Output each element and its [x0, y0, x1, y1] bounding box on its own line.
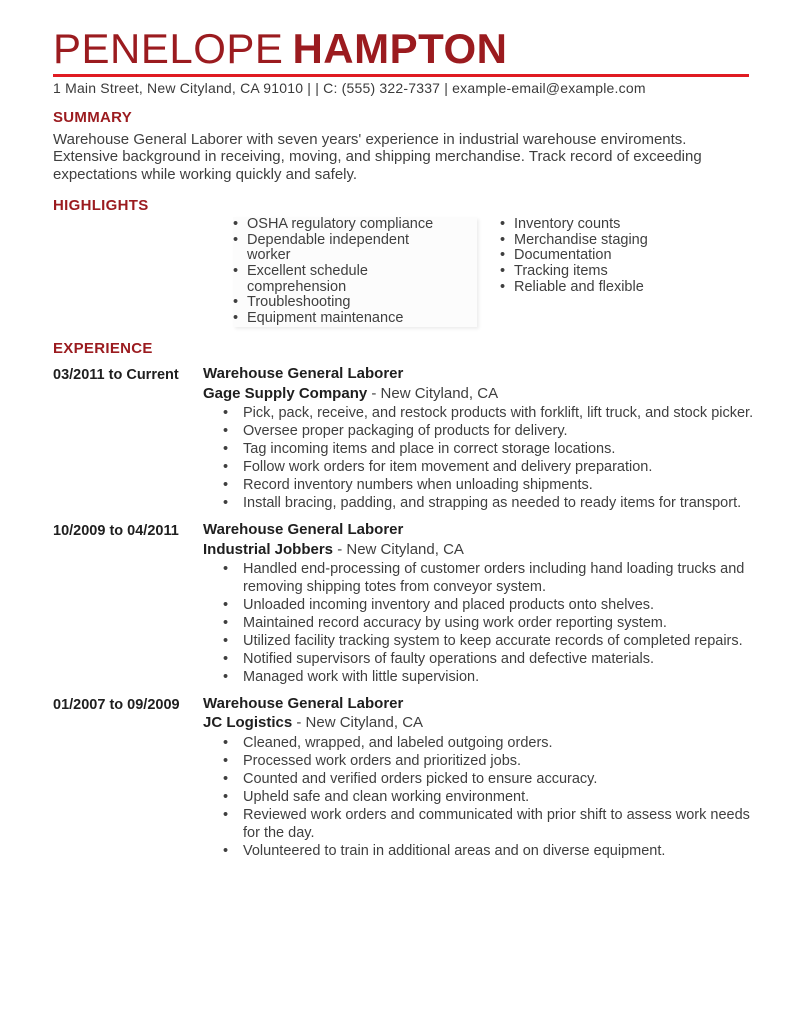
- bullet-icon: •: [223, 632, 229, 649]
- job-bullet: [223, 753, 755, 771]
- bullet-text: Cleaned, wrapped, and labeled outgoing orders.: [243, 734, 553, 751]
- bullet-text: Managed work with little supervision.: [243, 668, 480, 685]
- bullet-text: Follow work orders for item movement and delivery preparation.: [243, 459, 653, 476]
- job-dates: 03/2011 to Current: [53, 367, 179, 384]
- bullet-text: Unloaded incoming inventory and placed products onto shelves.: [243, 597, 655, 613]
- experience-heading: EXPERIENCE: [53, 339, 153, 357]
- highlight-text: Equipment maintenance: [247, 310, 404, 327]
- bullet-text: Oversee proper packaging of products for delivery.: [243, 423, 568, 440]
- job-bullet: [223, 405, 755, 423]
- bullet-text: Pick, pack, receive, and restock products with forklift, lift truck, and stock picker.: [243, 405, 754, 422]
- contact-line: 1 Main Street, New Cityland, CA 91010 | | C: (555) 322-7337 | example-email@example.com: [53, 80, 646, 97]
- job-bullets: [203, 561, 755, 687]
- bullet-icon: •: [233, 310, 239, 327]
- highlight-item: [500, 248, 720, 264]
- summary-section: [53, 110, 755, 184]
- job-title: Warehouse General Laborer: [203, 694, 404, 712]
- job-dates: 10/2009 to 04/2011: [53, 523, 179, 540]
- highlight-text: Troubleshooting: [247, 294, 351, 311]
- bullet-icon: •: [233, 216, 239, 233]
- highlight-text: Inventory counts: [514, 216, 621, 233]
- company-location: - New Cityland, CA: [292, 714, 424, 732]
- bullet-text: Handled end-processing of customer orders including hand loading trucks and removing shipping totes from conveyor system.: [243, 561, 745, 596]
- bullet-icon: •: [223, 597, 229, 613]
- highlights-section: [53, 198, 755, 327]
- job-bullet: [223, 477, 755, 495]
- bullet-icon: •: [223, 770, 229, 787]
- highlight-item: [233, 264, 443, 295]
- job-bullet: [223, 615, 755, 633]
- bullet-icon: •: [223, 788, 229, 805]
- job-bullet: [223, 459, 755, 477]
- job-bullet: [223, 597, 755, 615]
- bullet-icon: •: [223, 806, 229, 823]
- summary-text: Warehouse General Laborer with seven years' experience in industrial warehouse enviroments. Extensive background in receiving, moving, and shipping merchandise. Track record of exceeding expectations while working quickly and safely.: [53, 130, 702, 183]
- highlight-item: [500, 280, 720, 296]
- highlight-item: [233, 311, 443, 327]
- job-bullet: [223, 441, 755, 459]
- company-location: - New Cityland, CA: [333, 540, 464, 558]
- job-bullet: [223, 633, 755, 651]
- job-bullet: [223, 771, 755, 789]
- bullet-text: Upheld safe and clean working environment.: [243, 788, 530, 805]
- bullet-icon: •: [223, 842, 229, 859]
- bullet-text: Counted and verified orders picked to ensure accuracy.: [243, 770, 598, 787]
- job-bullet: [223, 735, 755, 753]
- bullet-text: Processed work orders and prioritized jobs.: [243, 752, 522, 769]
- company-location: - New Cityland, CA: [367, 384, 499, 402]
- bullet-icon: •: [223, 614, 229, 631]
- last-name: HAMPTON: [292, 25, 508, 72]
- highlight-text: Documentation: [514, 247, 612, 264]
- bullet-icon: •: [500, 216, 506, 233]
- job-body: [203, 522, 755, 687]
- highlight-item: [500, 233, 720, 249]
- highlights-heading: HIGHLIGHTS: [53, 196, 149, 214]
- job-bullet: [223, 669, 755, 687]
- job-entry: [53, 522, 755, 687]
- highlight-item: [233, 295, 443, 311]
- highlight-item: [500, 217, 720, 233]
- company-name: JC Logistics: [203, 714, 293, 732]
- job-bullet: [223, 807, 755, 843]
- bullet-icon: •: [500, 247, 506, 264]
- highlight-text: Excellent schedule comprehension: [247, 263, 368, 295]
- bullet-text: Install bracing, padding, and strapping as needed to ready items for transport.: [243, 495, 742, 512]
- highlight-item: [233, 217, 443, 233]
- job-bullet: [223, 789, 755, 807]
- bullet-text: Tag incoming items and place in correct storage locations.: [243, 441, 616, 458]
- job-company-line: [203, 542, 755, 559]
- job-body: [203, 366, 755, 513]
- bullet-icon: •: [223, 477, 229, 494]
- job-company-line: [203, 386, 755, 403]
- bullet-icon: •: [223, 423, 229, 440]
- bullet-icon: •: [223, 561, 229, 578]
- bullet-icon: •: [500, 263, 506, 280]
- bullet-icon: •: [223, 734, 229, 751]
- job-bullet: [223, 495, 755, 513]
- job-bullets: [203, 405, 755, 513]
- company-name: Industrial Jobbers: [203, 540, 334, 558]
- header: [53, 27, 755, 96]
- company-name: Gage Supply Company: [203, 384, 368, 402]
- highlight-text: Merchandise staging: [514, 231, 648, 248]
- bullet-icon: •: [500, 278, 506, 295]
- bullet-icon: •: [233, 231, 239, 248]
- job-bullet: [223, 651, 755, 669]
- job-entry: [53, 366, 755, 513]
- person-name: [53, 27, 755, 71]
- bullet-icon: •: [223, 405, 229, 422]
- bullet-text: Notified supervisors of faulty operations and defective materials.: [243, 650, 655, 667]
- experience-section: [53, 341, 755, 861]
- bullet-icon: •: [223, 495, 229, 512]
- job-bullet: [223, 843, 755, 861]
- bullet-icon: •: [233, 294, 239, 311]
- bullet-text: Volunteered to train in additional areas and on diverse equipment.: [243, 842, 666, 859]
- highlights-column-2: [500, 217, 720, 295]
- bullet-text: Utilized facility tracking system to keep accurate records of completed repairs.: [243, 632, 743, 649]
- bullet-icon: •: [233, 263, 239, 280]
- highlights-column-1: [233, 217, 477, 327]
- bullet-icon: •: [500, 231, 506, 248]
- highlight-text: Dependable independent worker: [247, 231, 410, 264]
- bullet-icon: •: [223, 668, 229, 685]
- job-list: [53, 366, 755, 860]
- bullet-text: Reviewed work orders and communicated with prior shift to assess work needs for the day.: [243, 806, 750, 841]
- job-body: [203, 696, 755, 861]
- job-bullets: [203, 735, 755, 861]
- bullet-icon: •: [223, 650, 229, 667]
- job-dates: 01/2007 to 09/2009: [53, 696, 180, 713]
- bullet-icon: •: [223, 752, 229, 769]
- highlight-text: Tracking items: [514, 263, 608, 280]
- job-bullet: [223, 561, 755, 597]
- job-bullet: [223, 423, 755, 441]
- job-title: Warehouse General Laborer: [203, 521, 404, 539]
- job-title: Warehouse General Laborer: [203, 365, 404, 383]
- header-divider: [53, 74, 749, 77]
- highlight-item: [500, 264, 720, 280]
- first-name: PENELOPE: [53, 25, 284, 72]
- job-entry: [53, 696, 755, 861]
- summary-heading: SUMMARY: [53, 109, 133, 127]
- bullet-text: Maintained record accuracy by using work order reporting system.: [243, 614, 667, 631]
- highlight-text: OSHA regulatory compliance: [247, 216, 434, 233]
- highlights-columns: [233, 217, 755, 327]
- job-company-line: [203, 715, 755, 732]
- highlight-text: Reliable and flexible: [514, 278, 644, 295]
- bullet-text: Record inventory numbers when unloading shipments.: [243, 477, 593, 494]
- bullet-icon: •: [223, 441, 229, 458]
- highlight-item: [233, 233, 443, 264]
- bullet-icon: •: [223, 459, 229, 476]
